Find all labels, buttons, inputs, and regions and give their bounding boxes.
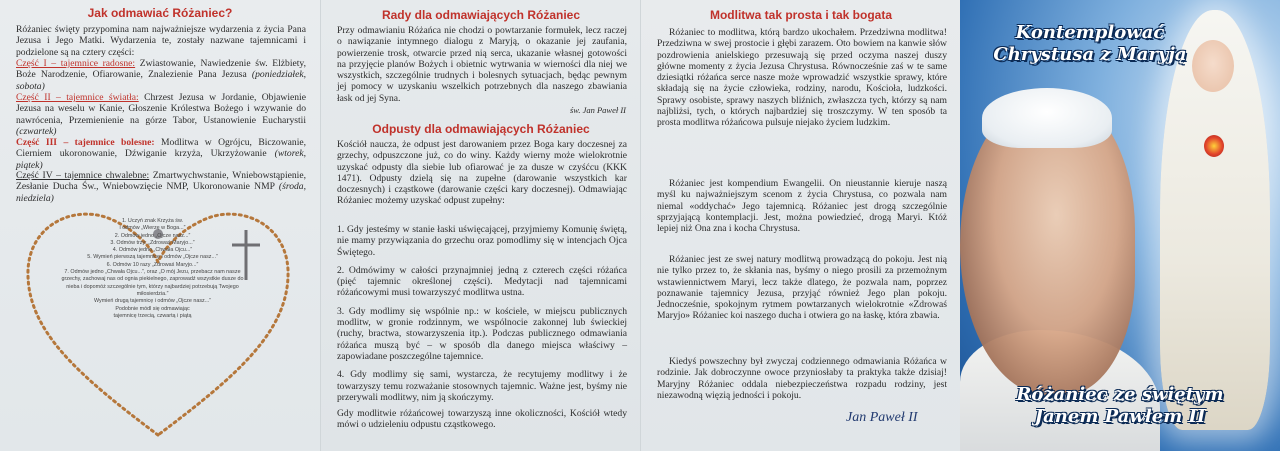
- prayer-paragraph: Różaniec jest ze swej natury modlitwą prowadzącą do pokoju. Jest nią nie tylko przez to, że skłania nas, byśmy o niego prosili za przemożnym wstawiennictwem Maryi, lecz także dlatego, że pozwala nam, poprzez poznawanie tajemnicy Jezusa, przyjąć również Jego plan pokoju. Jednocześnie, spokojnym rytmem powtarzanych wielokrotnie «Zdrowaś Maryjo» Różaniec koi naszego ducha i otwiera go na łaskę, która zbawia.: [657, 254, 947, 322]
- cover-panel: [960, 0, 1280, 451]
- advice-paragraph: Przy odmawianiu Różańca nie chodzi o powtarzanie formułek, lecz raczej o nawiązanie intymnego dialogu z Maryją, o okazanie jej zaufania, powierzenie trosk, otwarcie przed nią serca, ukazanie własnej gotowości na przyjęcie planów Bożych i obietnic wytrwania w wierności dla niej we wszystkich, szczególnie trudnych i bolesnych sytuacjach, będąc pewnym jej pomocy w uzyskaniu wszelkich potrzebnych dla naszego zbawiania łask od jej Syna.: [337, 25, 627, 104]
- rosary-step: Podobnie módl się odmawiając tajemnicę trzecią, czwartą i piątą: [113, 305, 192, 319]
- indulgences-paragraph: Kościół naucza, że odpust jest darowaniem przez Boga kary doczesnej za grzechy, odpuszczone już, co do winy. Każdy wierny może wielokrotnie uzyskać odpusty dla siebie lub ofiarować je za dusze w czyśćcu (KKK 1471). Odpusty dzielą się na zupełne (darowanie wszystkich kar doczesnych) i cząstkowe (darowanie części kary doczesnej). Odmawiając Różaniec możemy uzyskać odpust zupełny:: [337, 139, 627, 207]
- indulgences-title: Odpusty dla odmawiających Różaniec: [372, 122, 590, 136]
- advice-signature: św. Jan Paweł II: [569, 105, 626, 115]
- rosary-step: 6. Odmów 10 razy „Zdrowaś Maryjo...”: [106, 261, 199, 268]
- simple-prayer-title: Modlitwa tak prosta i tak bogata: [709, 8, 893, 22]
- immaculate-heart-icon: [1204, 135, 1224, 157]
- rosary-step: 2. Odmów jedno „Ojcze nasz...”: [114, 232, 191, 239]
- mystery-glorious: Część IV – tajemnice chwalebne: Zmartwychwstanie, Wniebowstąpienie, Zesłanie Ducha Św., Wniebowzięcie NMP, Ukoronowanie NMP (środa, niedziela): [16, 170, 306, 204]
- panel-simple-prayer: [640, 0, 960, 451]
- indulgence-conditions: [337, 224, 627, 410]
- panel-how-to-pray: [0, 0, 320, 451]
- rosary-step: Wymień drugą tajemnicę i odmów „Ojcze nasz...”: [93, 298, 212, 305]
- rosary-step: 5. Wymień pierwszą tajemnicę i odmów „Ojcze nasz...”: [87, 254, 218, 261]
- mystery-luminous: Część II – tajemnice światła: Chrzest Jezusa w Jordanie, Objawienie Jezusa na weselu w Kanie, Głoszenie Królestwa Bożego i wzywanie do nawrócenia, Przemienienie na górze Tabor, Ustanowienie Eucharystii (czwartek): [16, 92, 306, 137]
- prayer-paragraph: Kiedyś powszechny był zwyczaj codziennego odmawiania Różańca w rodzinie. Jak dobroczynne owoce przyniosłaby ta praktyka także dzisiaj! Maryjny Różaniec oddala niebezpieczeństwa rozpadu rodziny, jest niezawodną więzią jedności i pokoju.: [657, 356, 947, 401]
- advice-title: Rady dla odmawiających Różaniec: [381, 8, 581, 22]
- prayer-paragraph: Różaniec to modlitwa, którą bardzo ukochałem. Przedziwna modlitwa! Przedziwna w swej prostocie i głębi zarazem. Oto bowiem na kanwie słów pozdrowienia anielskiego przesuwają się przed oczyma naszej duszy główne momenty z życia Jezusa Chrystusa. Równocześnie zaś w te same dziesiątki różańca serce nasze może wprowadzić wszystkie sprawy, które składają się na życie człowieka, rodziny, narodu, Kościoła, ludzkości. Sprawy osobiste, sprawy naszych bliźnich, zwłaszcza tych, którzy są nam najbliżsi, tych, o których najbardziej się troszczymy. W ten sposób ta prosta modlitwa różańcowa pulsuje niejako życiem ludzkim.: [657, 27, 947, 129]
- mystery-sorrowful: Część III – tajemnice bolesne: Modlitwa w Ogrójcu, Biczowanie, Cierniem ukoronowanie, Dźwiganie krzyża, Ukrzyżowanie (wtorek, piątek): [16, 137, 307, 171]
- pope-signature: Jan Paweł II: [846, 410, 918, 425]
- how-to-pray-title: Jak odmawiać Różaniec?: [87, 6, 233, 20]
- intro-paragraph: Różaniec święty przypomina nam najważniejsze wydarzenia z życia Pana Jezusa i Jego Matki. Wydarzenia te, zostały nazwane tajemnicami i podzielone są na cztery części:: [16, 24, 306, 58]
- pope-zucchetto: [982, 88, 1112, 148]
- indulgences-closing: Gdy modlitwie różańcowej towarzyszą inne okoliczności, Kościół wtedy mówi o udzieleniu odpustu cząstkowego.: [337, 408, 627, 431]
- rosary-steps: [30, 218, 275, 320]
- mystery-joyful: Część I – tajemnice radosne: Zwiastowanie, Nawiedzenie św. Elżbiety, Boże Narodzenie, Ofiarowanie, Znalezienie Pana Jezusa (poniedziałek, sobota): [16, 58, 306, 92]
- condition-item: 3. Gdy modlimy się wspólnie np.: w kościele, w miejscu publicznych modlitw, w gronie rodzinnym, we wspólnocie zakonnej lub świeckiej (ruchy, bractwa, stowarzyszenia itp.). Podczas publicznego odmawiania różańca muszą być – w sposób dla danego miejsca właściwy – zapowiadane poszczególne tajemnice.: [337, 305, 627, 362]
- condition-item: 4. Gdy modlimy się sami, wystarcza, że recytujemy modlitwy i że towarzyszy temu rozważanie stosownych tajemnic. Ważne jest, byśmy nie przerywali modlitwy, nim ją skończymy.: [337, 369, 627, 403]
- panel-advice-indulgences: [320, 0, 640, 451]
- condition-item: 2. Odmówimy w całości przynajmniej jedną z czterech części różańca (pięć tajemnic określonej części). Medytacji nad tajemnicami różańcowymi musi towarzyszyć modlitwa ustna.: [337, 264, 627, 299]
- rosary-step: 1. Uczyń znak Krzyża św.: [121, 218, 184, 224]
- rosary-step: 4. Odmów jedno „Chwała Ojcu...”: [112, 247, 193, 254]
- cover-title-top: Kontemplować Chrystusa z Maryją: [993, 22, 1187, 65]
- prayer-paragraph: Różaniec jest kompendium Ewangelii. On nieustannie kieruje naszą myśl ku najważniejszym scenom z życia Chrystusa, co pozwala nam niemal «oddychać» Jego tajemnicą. Różaniec jest drogą szczególnie sprzyjającą kontemplacji. Jest, można powiedzieć, drogą Maryi. Któż lepiej niż Ona zna i kocha Chrystusa.: [657, 178, 947, 235]
- rosary-step: i odmów „Wierzę w Boga...”: [119, 225, 186, 232]
- cover-title-bottom: Różaniec ze świętym Janem Pawłem II: [1016, 384, 1224, 427]
- rosary-step: 3. Odmów trzy: „Zdrowaś Maryjo...”: [110, 239, 195, 246]
- rosary-step: 7. Odmów jedno „Chwała Ojcu...”, oraz „O mój Jezu, przebacz nam nasze grzechy, zachowaj nas od ognia piekielnego, zaprowadź wszystkie dusze do nieba i dopomóż szczególnie tym, którzy najbardziej potrzebują Twojego miłosierdzia.”: [61, 269, 244, 297]
- condition-item: 1. Gdy jesteśmy w stanie łaski uświęcającej, przyjmiemy Komunię świętą, nie mamy przywiązania do grzechu oraz pomodlimy się w intencjach Ojca Świętego.: [337, 224, 627, 258]
